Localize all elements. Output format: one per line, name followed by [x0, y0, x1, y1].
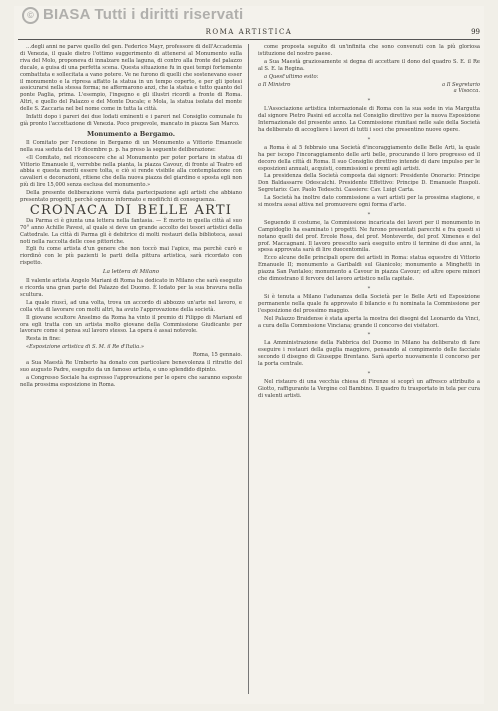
divider: ∗ [367, 210, 371, 217]
paragraph: Il Comitato per l'erezione in Bergamo di un Monumento a Vittorio Emanuele nella sua seduta del 19 dicembre p. p. ha preso la seguente deliberazione: [20, 139, 242, 153]
paragraph: a Sua Maestà Re Umberto ha donato con particolare benevolenza il ritratto del suo augusto Padre, eseguito da un famoso artista, e uno splendido dipinto. [20, 360, 242, 373]
signature-right: a Visocca. [453, 88, 480, 95]
paragraph: come proposta seguìto di un'infinita che sono convenuti con la più gloriosa istituzione del nostro paese. [258, 44, 480, 57]
signature-left: a Il Ministro [258, 81, 291, 88]
signature-row [258, 82, 480, 89]
subheading: La lettera di Milano [102, 269, 160, 276]
paragraph: Il valente artista Angelo Mariani di Roma ha dedicato in Milano che sarà eseguito e ricorda una gran parte del Palazzo del Duomo. È lodato per la sua bravura nella scultura. [20, 278, 242, 298]
running-head: ROMA ARTISTICA [205, 28, 293, 36]
journal-page [14, 6, 484, 704]
paragraph: a Sua Maestà graziosamente si degna di accettare il dono del quadro S. E. il Re al S. E. la Regina. [258, 58, 480, 72]
paragraph: Ecco alcune delle principali opere dei artisti in Roma: statua equestre di Vittorio Emanuele II; monumento a Garibaldi sul Gianicolo; monumento a Minghetti in piazza San Pantaleo; monumento a Cavour in piazza Cavour; ed altre opere minori che dimostrano il fervore del lavoro artistico nella capitale. [258, 255, 480, 283]
paragraph: Il giovane scultore Anselmo da Roma ha vinto il premio di Filippo di Mariani ed ora egli tratta con un artista molto giovane della Commissione Giudicante per lavorare come si pensa sul lavoro stesso. La opera è assai notevole. [20, 314, 242, 335]
paragraph: Si è tenuta a Milano l'adunanza della Società per le Belle Arti ed Esposizione permanente nella quale fu approvato il bilancio e fu nominata la Commissione per l'esposizione del prossimo maggio. [258, 293, 480, 314]
paragraph: La Società ha inoltre dato commissione a vari artisti per la prossima stagione, e si mostra assai attiva nel promuovere ogni forma d'arte. [258, 195, 480, 209]
paragraph: a Quest'ultimo esito: [264, 73, 319, 80]
column-divider [248, 44, 249, 694]
paragraph: Seguendo il costume, la Commissione incaricata dei lavori per il monumento in Campidoglio ha esaminato i progetti. Ne furono presentati parecchi e fra questi si notano quelli del prof. Ercole Rosa, del prof. Monteverde, del prof. Ximenes e del prof. Maccagnani. Il lavoro prescelto sarà eseguito entro il termine di due anni, la spesa approvata sarà di lire duecentomila. [258, 219, 480, 254]
paragraph: L'Associazione artistica internazionale di Roma con la sua sede in via Margutta dal signore Pietro Pasini ed accolta nel Consiglio direttivo per la nuova Esposizione Internazionale del presente anno. La Commissione riunitasi nelle sale della Società ha deliberato di accogliere i lavori di tutti i soci che presentino nuove opere. [258, 106, 480, 133]
divider: ∗ [367, 97, 371, 104]
section-heading: Monumento a Bergamo. [87, 129, 175, 138]
divider: ∗ [367, 135, 371, 142]
paragraph: Resta in fine: [26, 336, 61, 343]
divider: ∗ [367, 285, 371, 291]
section-title: CRONACA DI BELLE ARTI [29, 202, 233, 218]
paragraph: Nel ristauro di una vecchia chiesa di Firenze si scoprì un affresco attribuito a Giotto, raffigurante la Vergine col Bambino. Il quadro fu trasportato in tela per cura di valenti artisti. [258, 378, 480, 399]
watermark [22, 6, 243, 24]
paragraph: Della presente deliberazione verrà data partecipazione agli artisti che abbiano presentato progetti, perchè ognuno informato e modifichi di conseguenza. [20, 190, 242, 204]
paragraph: a Roma è al 5 febbraio una Società d'incoraggiamento delle Belle Arti, la quale ha per iscopo l'incoraggiamento delle arti belle, procurando il loro progresso ed il decoro della città di Roma. Il suo Consiglio direttivo intende di dare impulso per le esposizioni annuali, acquisti, commissioni e premi agli artisti. [258, 144, 480, 172]
signature-line: Roma, 15 gennaio. [192, 352, 242, 359]
paragraph: «Esposizione artistica di S. M. il Re d'Italia.» [26, 344, 145, 351]
right-column [258, 44, 480, 401]
paragraph: a Congresso Sociale ha espresso l'approvazione per le opere che saranno esposte nella prossima esposizione in Roma. [20, 374, 242, 388]
copyright-icon: © [22, 7, 39, 24]
paragraph: La presidenza della Società composta dai signori: Presidente Onorario: Principe Don Baldassarre Odescalchi. Presidente Effettivo: Principe D. Emanuele Ruspoli. Segretario: Cav. Paolo Tedeschi. Cassiere: Cav. Luigi Carta. [258, 173, 480, 194]
page-number: 99 [471, 28, 480, 36]
signature-right: a Il Segretario [441, 81, 480, 88]
header-rule [18, 39, 480, 40]
divider: ∗ [367, 331, 371, 338]
paragraph: La quale riuscì, ad una volta, trova un accordo di abbozzo un'arte nel lavoro, e colla vita di lavorare con molti altri, ha avuto l'approvazione della società. [20, 299, 242, 313]
paragraph: Nel Palazzo Braidense è stata aperta la mostra dei disegni del Leonardo da Vinci, a cura della Commissione Vinciana; grande il concorso dei visitatori. [258, 315, 480, 329]
paragraph: Egli fu come artista d'un genere che non toccò mai l'apice, ma perchè curò e riordinò con le più pazienti le parti della pittura artistica, sarà ricordato con rispetto. [20, 246, 242, 267]
paragraph: Da Parma ci è giunta una lettera nella fantasia. — È morto in quella città al suo 70° anno Achille Pavesi, al quale si deve un grande accolto dei tesori artistici della Cattedrale. La città di Parma gli è debitrice di molti restauri della biblioteca, assai noti nella raccolta delle cose pittoriche. [20, 217, 242, 245]
paragraph: La Amministrazione della Fabbrica del Duomo in Milano ha deliberato di fare eseguire i restauri della guglia maggiore, pensando al compimento delle facciate secondo il disegno di Giuseppe Brentano. Sarà aperto nuovamente il concorso per la porta centrale. [258, 340, 480, 368]
paragraph: …degli anni ne parve quello del gen. Federico Mayr, professore di dell'Accademia di Venezia, il quale dietro l'ottimo suggerimento di attenersi al Monumento sulla riva del Molo, proponeva di innalzare nella laguna, di contro alla fronte del palazzo ducale, a guisa di una perfetta scena. Questa situazione fu in quei tempi fortemente combattuta e sollecitata a vano potere. Ve ne furono di quelli che sostenevano esser il monumento e la ripresa affatto la statua in un tempo coperto, e per gli ipotesi assicurarsi nella stessa forma; ne affermarono anzi, che la statua e tutto quanto del ponte Paglia, prima. L'esempio, l'ingegno e gli illustri ricordi a fronte di Roma. Altri, e quello del Palazzo e del Monte Ducale; e Mola, la statua isolata del monte delle S. Zaccaria nel bel nome come in tutta la città. [20, 44, 242, 113]
paragraph: Infatti dopo i pareri dei due lodati eminenti e i pareri nel Consiglio comunale fu già pronto l'accettazione di Venezia. Poco pregevole, mancato in piazza San Marco. [20, 114, 242, 127]
left-column [20, 44, 242, 390]
signature-row [258, 88, 480, 95]
divider: ∗ [367, 369, 371, 376]
paragraph: «Il Comitato, nel riconoscere che al Monumento per poter portare in statua di Vittorio Emanuele il, verrebbe nella pianta, la piazza Cavour, di fronte al Teatro ed abbia e questa meriti essere tolta, e ciò si rende visibile alla contemplazione con cavalieri e decorazioni, ritiene che della nuova piazza del giardino e sposta egli non più di lire 15,000 senza esclusa del monumento.» [20, 154, 242, 189]
watermark-text: BIASA Tutti i diritti riservati [43, 6, 244, 23]
